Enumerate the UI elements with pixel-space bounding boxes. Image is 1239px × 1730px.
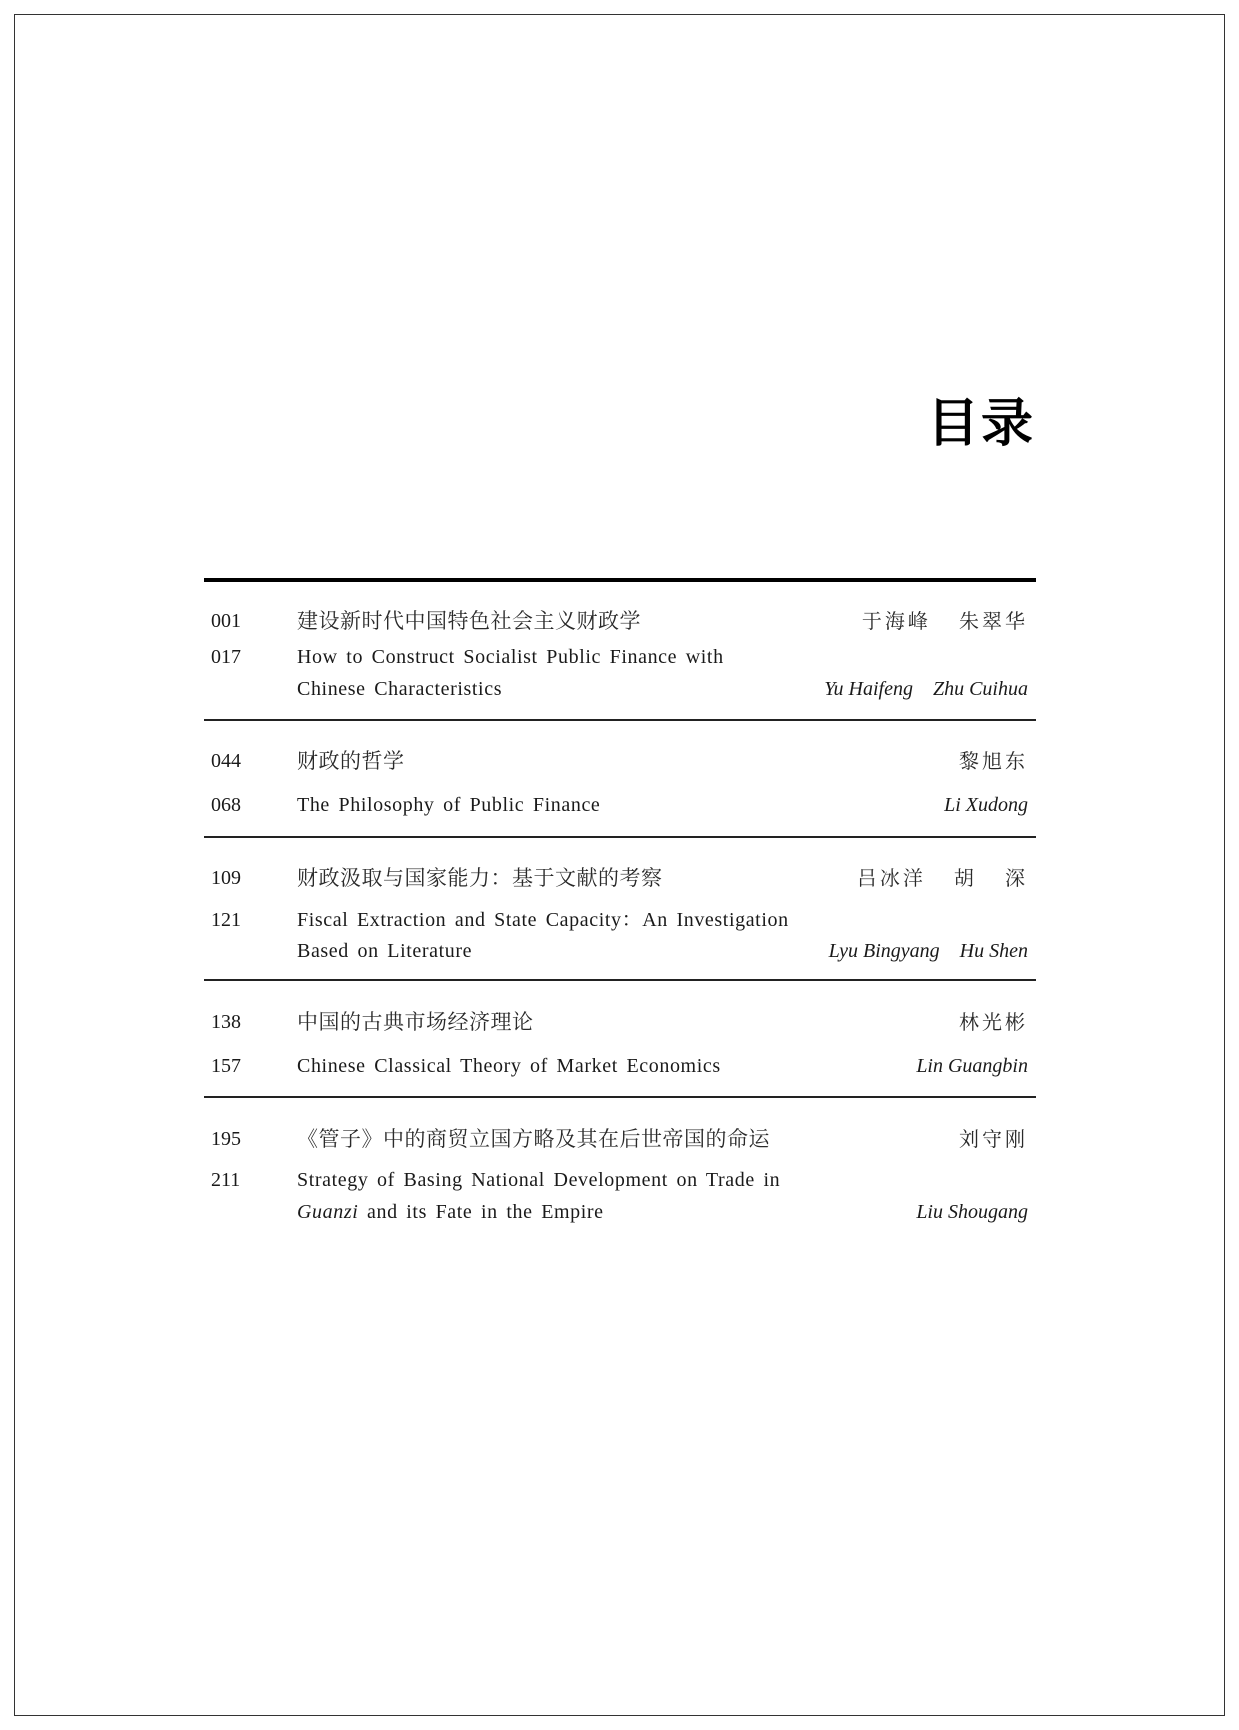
toc-entry-5-en-cont (204, 1196, 1028, 1228)
entry-divider (204, 719, 1036, 721)
page-title: 目录 (926, 394, 1035, 454)
zh-article-title: 中国的古典市场经济理论 (297, 1010, 534, 1034)
en-article-title-cont: Based on Literature (297, 940, 473, 962)
en-authors: Lin Guangbin (916, 1055, 1028, 1077)
en-authors: Yu Haifeng Zhu Cuihua (824, 678, 1028, 700)
en-page-number: 017 (211, 646, 241, 668)
toc-entry-1-en[interactable] (204, 641, 1028, 673)
en-authors: Li Xudong (944, 794, 1028, 816)
en-article-title: The Philosophy of Public Finance (297, 794, 601, 816)
zh-article-title: 财政汲取与国家能力：基于文献的考察 (297, 866, 663, 890)
zh-authors: 林光彬 (959, 1010, 1028, 1034)
toc-entry-1-zh[interactable] (204, 605, 1028, 637)
en-article-title: Chinese Classical Theory of Market Economics (297, 1055, 721, 1077)
zh-page-number: 109 (211, 867, 241, 889)
zh-article-title: 《管子》中的商贸立国方略及其在后世帝国的命运 (297, 1127, 770, 1151)
en-authors: Liu Shougang (916, 1201, 1028, 1223)
zh-page-number: 195 (211, 1128, 241, 1150)
toc-entry-3-en[interactable] (204, 904, 1028, 936)
toc-entry-4-zh[interactable] (204, 1006, 1028, 1038)
toc-entry-1-en-cont (204, 673, 1028, 705)
entry-divider (204, 1096, 1036, 1098)
entry-divider (204, 979, 1036, 981)
en-article-title-cont: Chinese Characteristics (297, 678, 503, 700)
en-article-title: Fiscal Extraction and State Capacity：An Investigation (297, 909, 789, 931)
toc-entry-5-en[interactable] (204, 1164, 1028, 1196)
toc-entry-2-en[interactable] (204, 789, 1028, 821)
en-article-title: How to Construct Socialist Public Finance with (297, 646, 724, 668)
en-page-number: 068 (211, 794, 241, 816)
zh-authors: 于海峰 朱翠华 (861, 609, 1028, 633)
zh-authors: 黎旭东 (959, 749, 1028, 773)
en-authors: Lyu Bingyang Hu Shen (828, 940, 1028, 962)
toc-entry-2-zh[interactable] (204, 745, 1028, 777)
top-rule (204, 578, 1036, 582)
en-title-italic-guanzi: Guanzi (297, 1201, 359, 1223)
en-page-number: 121 (211, 909, 241, 931)
toc-entry-4-en[interactable] (204, 1050, 1028, 1082)
toc-entry-5-zh[interactable] (204, 1123, 1028, 1155)
zh-authors: 刘守刚 (959, 1127, 1028, 1151)
en-title-rest: and its Fate in the Empire (358, 1201, 604, 1223)
zh-page-number: 044 (211, 750, 241, 772)
entry-divider (204, 836, 1036, 838)
toc-entry-3-zh[interactable] (204, 862, 1028, 894)
zh-article-title: 财政的哲学 (297, 749, 405, 773)
zh-page-number: 001 (211, 610, 241, 632)
zh-article-title: 建设新时代中国特色社会主义财政学 (297, 609, 641, 633)
zh-authors: 吕冰洋 胡 深 (856, 866, 1028, 890)
zh-page-number: 138 (211, 1011, 241, 1033)
en-page-number: 157 (211, 1055, 241, 1077)
en-article-title-cont (297, 1196, 604, 1228)
en-article-title: Strategy of Basing National Development on Trade in (297, 1169, 781, 1191)
en-page-number: 211 (211, 1169, 241, 1191)
toc-entry-3-en-cont (204, 935, 1028, 967)
